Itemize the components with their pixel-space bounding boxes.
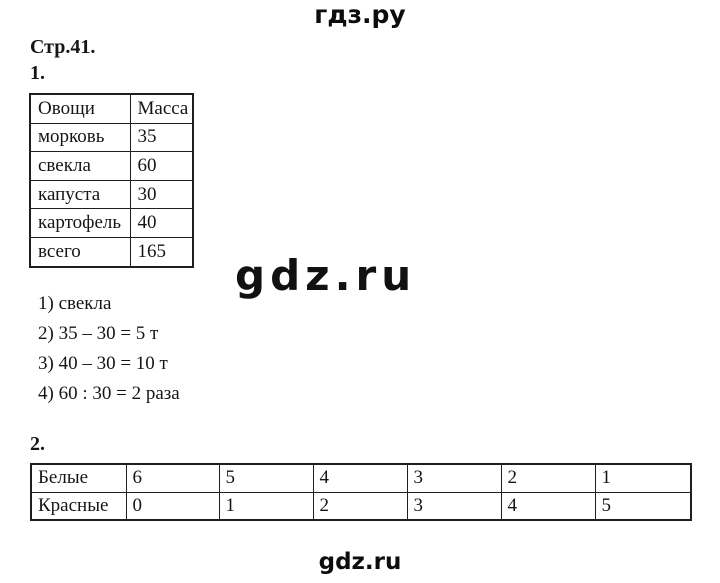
table-cell: 5 (219, 464, 313, 492)
vegetables-mass-table (29, 93, 194, 268)
table-cell-vegetable: картофель (30, 209, 130, 238)
table-row (30, 209, 193, 238)
table-header-row (30, 94, 193, 123)
answer-line: 2) 35 – 30 = 5 т (38, 323, 159, 344)
page-heading: Стр.41. (30, 36, 96, 58)
table-row (30, 180, 193, 209)
col-header-mass: Масса (130, 94, 193, 123)
table-cell-mass: 35 (130, 123, 193, 152)
table-cell-vegetable: капуста (30, 180, 130, 209)
row-label-white: Белые (31, 464, 126, 492)
table-cell: 4 (313, 464, 407, 492)
answer-line: 3) 40 – 30 = 10 т (38, 353, 168, 374)
table-cell: 1 (595, 464, 691, 492)
table-cell: 2 (313, 492, 407, 520)
table-row-total (30, 237, 193, 266)
table-cell: 2 (501, 464, 595, 492)
table-cell-mass: 60 (130, 152, 193, 181)
table-cell-mass: 30 (130, 180, 193, 209)
table-cell: 6 (126, 464, 219, 492)
table-cell-vegetable: морковь (30, 123, 130, 152)
table-cell: 1 (219, 492, 313, 520)
table-cell-vegetable: всего (30, 237, 130, 266)
table-cell: 5 (595, 492, 691, 520)
table-row (30, 152, 193, 181)
table-cell-mass: 165 (130, 237, 193, 266)
table-cell: 4 (501, 492, 595, 520)
task-1-label: 1. (30, 62, 45, 84)
col-header-vegetables: Овощи (30, 94, 130, 123)
answer-line: 4) 60 : 30 = 2 раза (38, 383, 180, 404)
answers-list (38, 289, 180, 409)
table-cell-vegetable: свекла (30, 152, 130, 181)
site-logo-footer: gdz.ru (318, 549, 402, 575)
watermark-logo: gdz.ru (235, 251, 417, 300)
answer-line: 1) свекла (38, 293, 112, 314)
table-row-red (31, 492, 691, 520)
table-cell-mass: 40 (130, 209, 193, 238)
table-cell: 3 (407, 492, 501, 520)
table-cell: 3 (407, 464, 501, 492)
row-label-red: Красные (31, 492, 126, 520)
site-logo-header: гдз.ру (314, 0, 406, 29)
table-cell: 0 (126, 492, 219, 520)
white-red-table (30, 463, 692, 521)
task-2-label: 2. (30, 433, 45, 455)
table-row (30, 123, 193, 152)
table-row-white (31, 464, 691, 492)
